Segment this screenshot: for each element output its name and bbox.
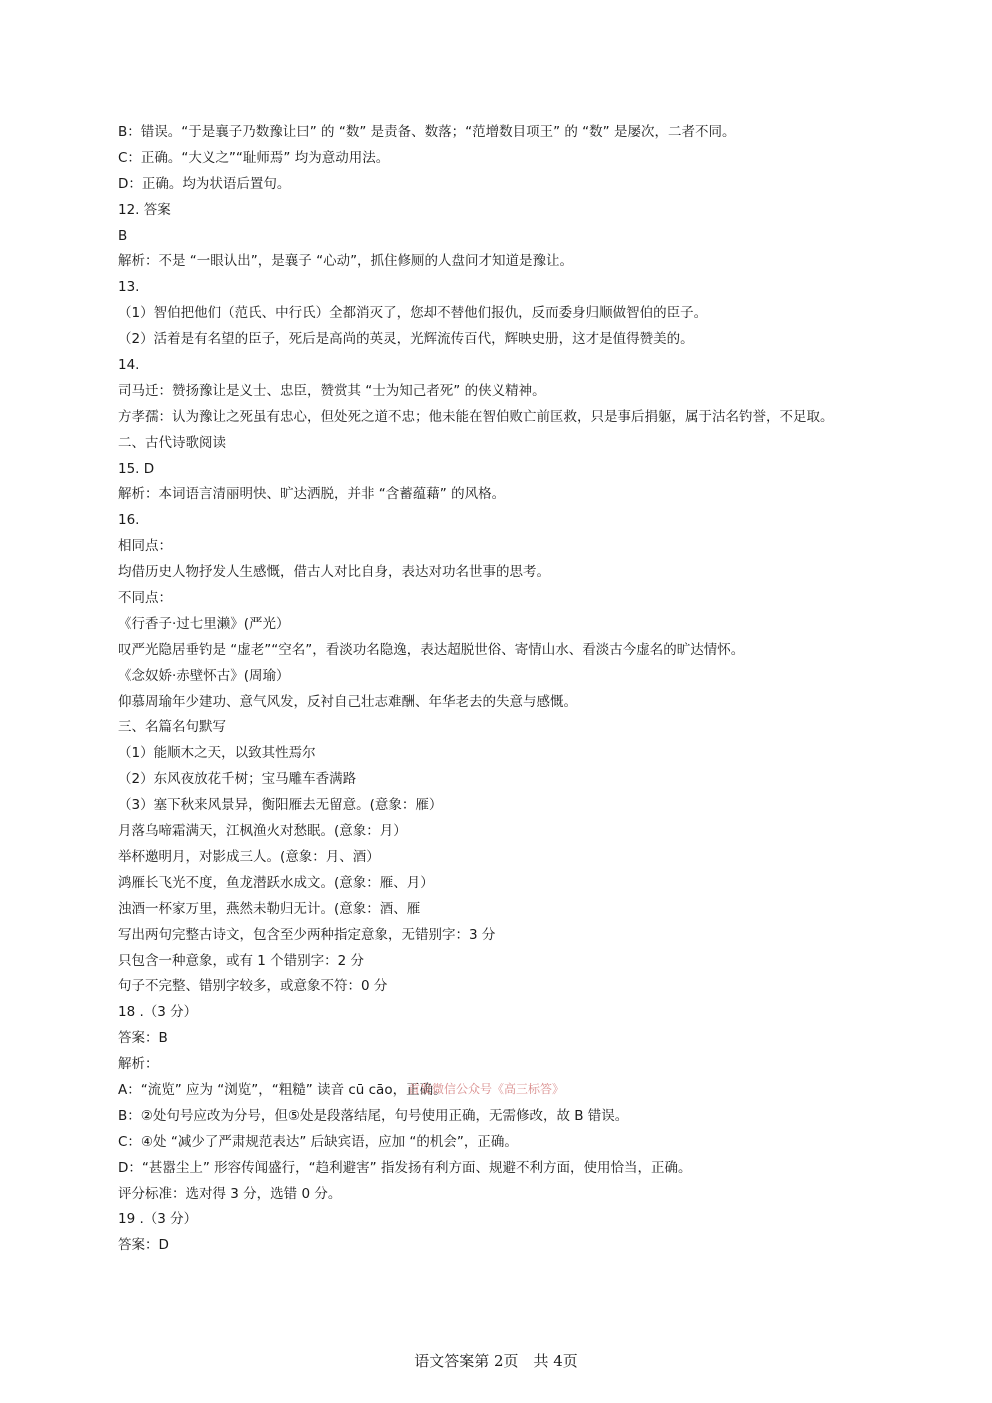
text-line: D：正确。均为状语后置句。: [118, 175, 291, 192]
text-line: 只包含一种意象，或有 1 个错别字：2 分: [118, 952, 365, 969]
text-line: 16.: [118, 512, 140, 529]
text-line: （2）东风夜放花千树；宝马雕车香满路: [118, 771, 357, 788]
text-line: 解析：不是 “一眼认出”，是襄子 “心动”，抓住修厕的人盘问才知道是豫让。: [118, 253, 574, 270]
text-line: 19 .（3 分）: [118, 1211, 198, 1228]
text-line: 月落乌啼霜满天，江枫渔火对愁眠。(意象：月）: [118, 823, 407, 840]
text-line: B：②处句号应改为分号，但⑤处是段落结尾，句号使用正确，无需修改，故 B 错误。: [118, 1107, 629, 1124]
text-line: B：错误。“于是襄子乃数豫让曰” 的 “数” 是责备、数落；“范增数目项王” 的 “数” 是屡次，二者不同。: [118, 124, 736, 140]
text-line: B: [118, 227, 128, 244]
text-line: 鸿雁长飞光不度，鱼龙潜跃水成文。(意象：雁、月）: [118, 874, 434, 891]
text-line: 解析：本词语言清丽明快、旷达洒脱，并非 “含蓄蕴藉” 的风格。: [118, 486, 506, 503]
text-line: 评分标准：选对得 3 分，选错 0 分。: [118, 1185, 342, 1202]
page-footer: 语文答案第 2页 共 4页: [414, 1352, 578, 1370]
text-line: 司马迁：赞扬豫让是义士、忠臣，赞赏其 “士为知己者死” 的侠义精神。: [118, 382, 546, 399]
text-line: 15. D: [118, 460, 155, 477]
text-line: （2）活着是有名望的臣子，死后是高尚的英灵，光辉流传百代，辉映史册，这才是值得赞美的。: [118, 331, 694, 348]
text-line: 浊酒一杯家万里，燕然未勒归无计。(意象：酒、雁: [118, 900, 421, 917]
text-line: 仰慕周瑜年少建功、意气风发，反衬自己壮志难酬、年华老去的失意与感慨。: [118, 693, 577, 710]
text-line: 三、名篇名句默写: [118, 719, 226, 736]
text-line: 不同点：: [118, 590, 172, 607]
text-line: 12. 答案: [118, 201, 171, 218]
text-line: 二、古代诗歌阅读: [118, 434, 226, 451]
text-line: 均借历史人物抒发人生感慨，借古人对比自身，表达对功名世事的思考。: [118, 564, 550, 581]
watermark: 首发微信公众号《高三标答》: [408, 1082, 565, 1096]
text-line: （1）智伯把他们（范氏、中行氏）全都消灭了，您却不替他们报仇，反而委身归顺做智伯的臣子。: [118, 305, 708, 322]
text-line: 答案：D: [118, 1237, 169, 1254]
text-line: 14.: [118, 357, 140, 374]
text-line: 13.: [118, 279, 140, 296]
text-line: C：正确。“大义之”“耻师焉” 均为意动用法。: [118, 149, 390, 166]
text-line: A：“流览” 应为 “浏览”，“粗糙” 读音 cū cāo，正确。: [118, 1081, 447, 1098]
text-line: D：“甚嚣尘上” 形容传闻盛行，“趋利避害” 指发扬有利方面、规避不利方面，使用恰当，正确。: [118, 1159, 692, 1176]
text-line: 写出两句完整古诗文，包含至少两种指定意象，无错别字：3 分: [118, 926, 496, 943]
text-line: 方孝孺：认为豫让之死虽有忠心，但处死之道不忠；他未能在智伯败亡前匡救，只是事后捐躯，属于沽名钓誉，不足取。: [118, 408, 834, 425]
text-line: 叹严光隐居垂钓是 “虚老”“空名”，看淡功名隐逸，表达超脱世俗、寄情山水、看淡古今虚名的旷达情怀。: [118, 641, 745, 658]
text-line: 《念奴娇·赤壁怀古》(周瑜）: [118, 667, 290, 684]
text-line: （1）能顺木之天，以致其性焉尔: [118, 745, 316, 762]
text-line: 18 .（3 分）: [118, 1004, 198, 1021]
text-line: （3）塞下秋来风景异，衡阳雁去无留意。(意象：雁）: [118, 797, 443, 814]
text-line: 《行香子·过七里濑》(严光）: [118, 615, 290, 632]
text-line: 举杯邀明月，对影成三人。(意象：月、酒）: [118, 848, 380, 865]
text-line: 解析：: [118, 1056, 159, 1073]
text-line: 答案：B: [118, 1030, 168, 1047]
text-line: C：④处 “减少了严肃规范表达” 后缺宾语，应加 “的机会”，正确。: [118, 1133, 518, 1150]
text-line: 相同点：: [118, 538, 172, 555]
text-line: 句子不完整、错别字较多，或意象不符：0 分: [118, 978, 388, 995]
